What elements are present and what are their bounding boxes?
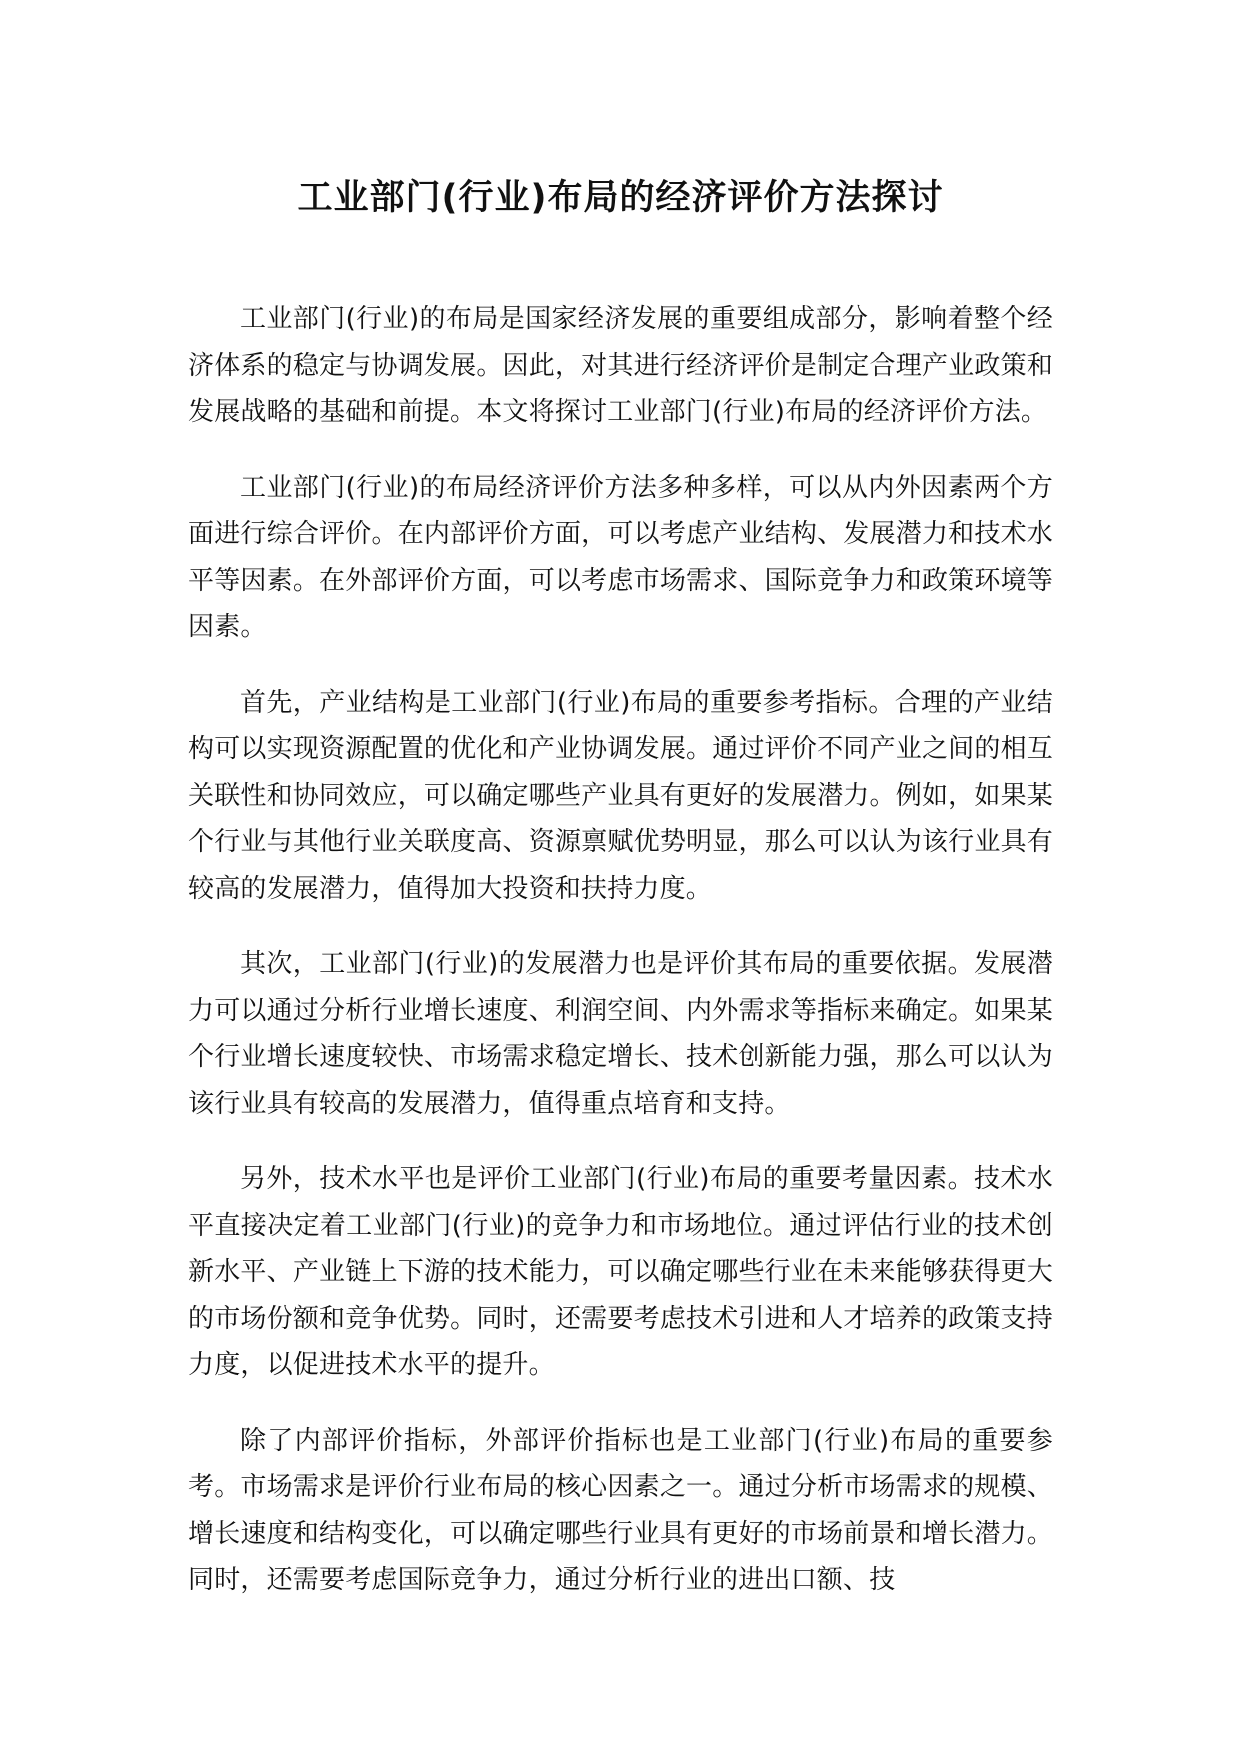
paragraph-4: 其次，工业部门(行业)的发展潜力也是评价其布局的重要依据。发展潜力可以通过分析行业增长速度、利润空间、内外需求等指标来确定。如果某个行业增长速度较快、市场需求稳定增长、技术创新能力强，那么可以认为该行业具有较高的发展潜力，值得重点培育和支持。 xyxy=(188,949,1053,1119)
paragraph-5: 另外，技术水平也是评价工业部门(行业)布局的重要考量因素。技术水平直接决定着工业部门(行业)的竞争力和市场地位。通过评估行业的技术创新水平、产业链上下游的技术能力，可以确定哪些行业在未来能够获得更大的市场份额和竞争优势。同时，还需要考虑技术引进和人才培养的政策支持力度，以促进技术水平的提升。 xyxy=(188,1164,1053,1380)
paragraph-2: 工业部门(行业)的布局经济评价方法多种多样，可以从内外因素两个方面进行综合评价。在内部评价方面，可以考虑产业结构、发展潜力和技术水平等因素。在外部评价方面，可以考虑市场需求、国际竞争力和政策环境等因素。 xyxy=(188,472,1053,642)
paragraph-6: 除了内部评价指标，外部评价指标也是工业部门(行业)布局的重要参考。市场需求是评价行业布局的核心因素之一。通过分析市场需求的规模、增长速度和结构变化，可以确定哪些行业具有更好的市场前景和增长潜力。同时，还需要考虑国际竞争力，通过分析行业的进出口额、技 xyxy=(188,1425,1053,1595)
paragraph-3: 首先，产业结构是工业部门(行业)布局的重要参考指标。合理的产业结构可以实现资源配置的优化和产业协调发展。通过评价不同产业之间的相互关联性和协同效应，可以确定哪些产业具有更好的发展潜力。例如，如果某个行业与其他行业关联度高、资源禀赋优势明显，那么可以认为该行业具有较高的发展潜力，值得加大投资和扶持力度。 xyxy=(188,687,1053,904)
article-body xyxy=(188,296,1053,1633)
document-title: 工业部门(行业)布局的经济评价方法探讨 xyxy=(297,178,944,218)
paragraph-1: 工业部门(行业)的布局是国家经济发展的重要组成部分，影响着整个经济体系的稳定与协调发展。因此，对其进行经济评价是制定合理产业政策和发展战略的基础和前提。本文将探讨工业部门(行业)布局的经济评价方法。 xyxy=(188,304,1053,427)
